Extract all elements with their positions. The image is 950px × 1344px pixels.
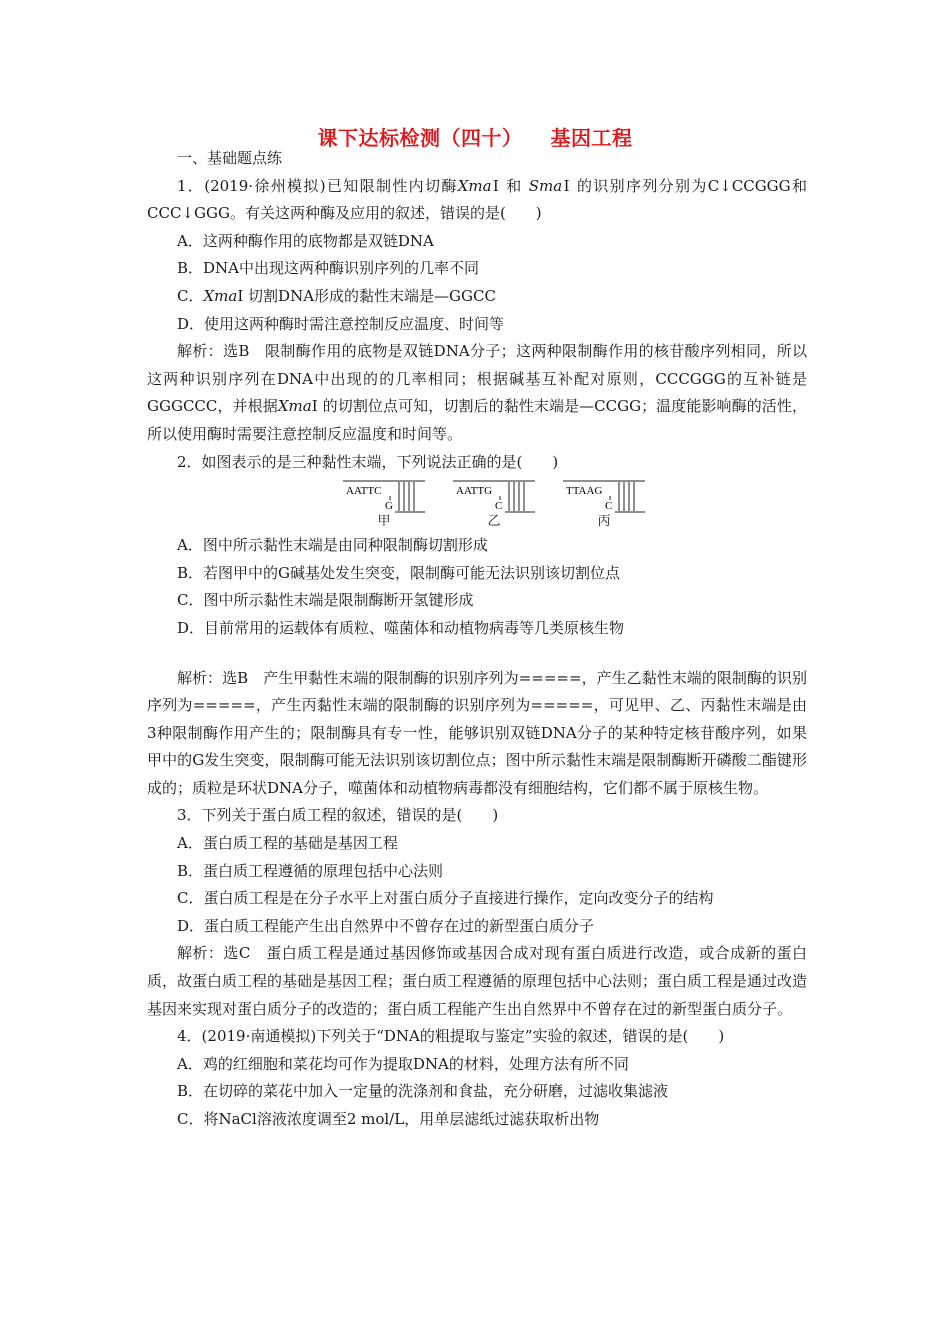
q1-answer-text: 解析：选B 限制酶作用的底物是双链DNA分子；这两种限制酶作用的核苷酸序列相同，所以这两种识别序列在DNA中出现的的几率相同；根据碱基互补配对原则，CCCGGG的互补链是GGGCCC，并根据 xyxy=(147,342,807,416)
q3-option-a: A．蛋白质工程的基础是基因工程 xyxy=(177,834,398,853)
jia-label: 甲 xyxy=(377,514,391,530)
q3-answer: 解析：选C 蛋白质工程是通过基因修饰或基因合成对现有蛋白质进行改造，或合成新的蛋白质，故蛋白质工程的基础是基因工程；蛋白质工程遵循的原理包括中心法则；蛋白质工程是通过改造基因来实现对蛋白质分子的改造的；蛋白质工程能产生出自然界中不曾存在过的新型蛋白质分子。 xyxy=(147,944,808,1018)
q1-answer-text2: Ⅰ 的切割位点可知，切割后的黏性末端是—CCGG；温度能影响酶的活性，所以使用酶时需要注意控制反应温度和时间等。 xyxy=(147,397,807,443)
bing-top-strand: TTAAG xyxy=(566,485,603,498)
q2-option-c: C．图中所示黏性末端是限制酶断开氢键形成 xyxy=(177,591,474,610)
q2-stem: 2．如图表示的是三种黏性末端，下列说法正确的是( ) xyxy=(177,452,559,471)
sticky-end-yi-diagram xyxy=(453,478,535,514)
q4-option-a: A．鸡的红细胞和菜花均可作为提取DNA的材料，处理方法有所不同 xyxy=(177,1054,629,1073)
bing-bottom-strand: C xyxy=(605,500,613,513)
q1-answer xyxy=(147,338,807,448)
content xyxy=(147,145,807,1134)
title-part2: 基因工程 xyxy=(550,126,633,150)
q1-option-c xyxy=(147,283,807,311)
jia-top-strand: AATTC xyxy=(346,485,382,498)
q1-enzyme1: Xma xyxy=(457,176,492,195)
q3-stem: 3．下列关于蛋白质工程的叙述，错误的是( ) xyxy=(177,806,499,825)
bing-label: 丙 xyxy=(597,514,611,530)
q1-option-c-text: Ⅰ 切割DNA形成的黏性末端是—GGCC xyxy=(237,286,496,305)
q3-option-b: B．蛋白质工程遵循的原理包括中心法则 xyxy=(177,861,444,880)
q1-option-a: A．这两种酶作用的底物都是双链DNA xyxy=(177,231,434,250)
q1-stem-text: 1．(2019·徐州模拟)已知限制性内切酶 xyxy=(177,176,458,195)
q1-answer-enzyme: Xma xyxy=(277,397,312,416)
q2-answer: 解析：选B 产生甲黏性末端的限制酶的识别序列为=====，产生乙黏性末端的限制酶的识别序列为=====，产生丙黏性末端的限制酶的识别序列为=====，可见甲、乙、丙黏性末端是由3种限制酶作用产生的；限制酶具有专一性，能够识别双链DNA分子的某种特定核苷酸序列，如果甲中的G发生突变，限制酶可能无法识别该切割位点；图中所示黏性末端是限制酶断开磷酸二酯键形成的；质粒是环状DNA分子，噬菌体和动植物病毒都没有细胞结构，它们都不属于原核生物。 xyxy=(147,668,807,797)
q1-stem xyxy=(147,173,807,228)
q2-option-a: A．图中所示黏性末端是由同种限制酶切割形成 xyxy=(177,536,488,555)
q2-option-b: B．若图甲中的G碱基处发生突变，限制酶可能无法识别该切割位点 xyxy=(177,563,621,582)
yi-bottom-strand: C xyxy=(495,500,503,513)
q1-enzyme2: Sma xyxy=(528,176,563,195)
q1-stem-text3: Ⅰ 的识别序列分别为C↓CCGGG和CCC↓GGG。有关这两种酶及应用的叙述，错误的是( ) xyxy=(147,176,807,223)
q3-option-d: D．蛋白质工程能产生出自然界中不曾存在过的新型蛋白质分子 xyxy=(177,916,595,935)
q2-option-d: D．目前常用的运载体有质粒、噬菌体和动植物病毒等几类原核生物 xyxy=(177,618,625,637)
spacer xyxy=(147,643,807,665)
section-heading: 一、基础题点练 xyxy=(177,149,283,167)
yi-label: 乙 xyxy=(487,514,501,530)
q1-stem-text2: Ⅰ 和 xyxy=(491,176,523,195)
sticky-ends-figure xyxy=(147,476,807,532)
sticky-end-bing xyxy=(563,478,645,530)
q4-stem: 4．(2019·南通模拟)下列关于“DNA的粗提取与鉴定”实验的叙述，错误的是( ) xyxy=(177,1027,725,1046)
q4-option-b: B．在切碎的菜花中加入一定量的洗涤剂和食盐，充分研磨，过滤收集滤液 xyxy=(177,1082,669,1101)
sticky-end-yi xyxy=(453,478,535,530)
yi-top-strand: AATTG xyxy=(456,485,493,498)
q1-option-c-enzyme: Xma xyxy=(203,286,238,305)
q1-option-d: D．使用这两种酶时需注意控制反应温度、时间等 xyxy=(177,314,505,333)
q1-option-b: B．DNA中出现这两种酶识别序列的几率不同 xyxy=(177,259,480,278)
sticky-end-bing-diagram xyxy=(563,478,645,514)
q3-option-c: C．蛋白质工程是在分子水平上对蛋白质分子直接进行操作，定向改变分子的结构 xyxy=(177,889,714,908)
jia-bottom-strand: G xyxy=(385,500,393,513)
sticky-end-jia-diagram xyxy=(343,478,425,514)
title-part1: 课下达标检测（四十） xyxy=(317,126,523,150)
q4-option-c: C．将NaCl溶液浓度调至2 mol/L，用单层滤纸过滤获取析出物 xyxy=(177,1110,600,1128)
sticky-end-jia xyxy=(343,478,425,530)
q1-option-c-prefix: C． xyxy=(177,286,204,305)
